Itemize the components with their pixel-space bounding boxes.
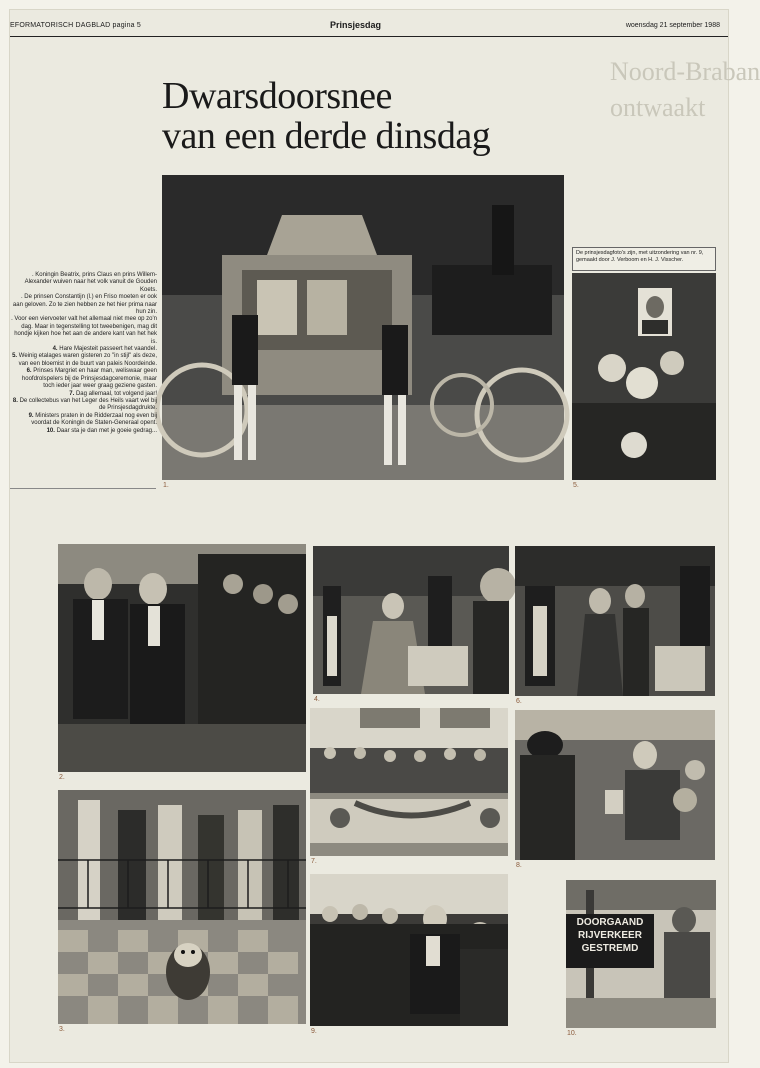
photo-number-4: 4. (314, 696, 320, 703)
photo-captions (10, 272, 157, 435)
sign-line-3: GESTREMD (581, 943, 639, 954)
caption-1: . Koningin Beatrix, prins Claus en prins Willem-Alexander wuiven naar het volk vanuit de Gouden Koets. (24, 272, 157, 293)
photo-florist-window (572, 273, 716, 480)
paper-name: EFORMATORISCH DAGBLAD pagina 5 (10, 22, 142, 29)
headline-line-2: van een derde dinsdag (162, 115, 491, 157)
bleed-line-2: ontwaakt (610, 93, 706, 122)
photo-number-8: 8. (516, 862, 522, 869)
issue-date: woensdag 21 september 1988 (625, 22, 720, 29)
headline-line-1: Dwarsdoorsnee (162, 75, 392, 117)
caption-6: 6. Prinses Margriet en haar man, weliswaar geen hoofdrolspelers bij de Prinsjesdagceremonie, maar toch ieder jaar weer graag geziene gasten. (21, 368, 157, 390)
photo-number-2: 2. (59, 774, 65, 781)
photo-ministers (310, 874, 508, 1026)
caption-5: 5. Weinig etalages waren gisteren zo "in stijl" als deze, van een bloemist in de buurt van paleis Noordeinde. (12, 353, 157, 367)
caption-4: 4. Hare Majesteit passeert het vaandel. (52, 346, 157, 353)
bleed-through-text (610, 40, 760, 150)
photo-number-3: 3. (59, 1026, 65, 1033)
caption-9: 9. Ministers praten in de Ridderzaal nog even bij voordat de Koningin de Staten-Generaal opent. (28, 412, 157, 427)
photo-number-6: 6. (516, 698, 522, 705)
photo-number-5: 5. (573, 482, 579, 489)
road-sign (568, 916, 652, 955)
headline (162, 76, 562, 156)
caption-8: 8. De collectebus van het Leger des Heils vaart wel bij de Prinsjesdagdrukte. (12, 397, 157, 412)
caption-7: 7. Dag allemaal, tot volgend jaar! (69, 390, 157, 397)
sign-line-2: RIJVERKEER (578, 930, 642, 941)
photo-credit: De prinsjesdagfoto's zijn, met uitzondering van nr. 9, gemaakt door J. Verboom en H. J. Visscher. (572, 247, 716, 271)
photo-number-9: 9. (311, 1028, 317, 1035)
photo-princes (58, 544, 306, 772)
caption-rule (10, 488, 156, 489)
section-title: Prinsjesdag (330, 20, 382, 30)
photo-number-1: 1. (163, 482, 169, 489)
caption-2: . De prinsen Constantijn (l.) en Friso moeten er ook aan geloven. Zo te zien hebben ze het hier prima naar hun zin. (12, 294, 157, 316)
photo-number-10: 10. (567, 1030, 577, 1037)
page-header (10, 10, 728, 37)
photo-princess-margriet (515, 546, 715, 696)
bleed-line-1: Noord-Braban (610, 57, 760, 86)
caption-3: . Voor een viervoeter valt het allemaal niet mee op zo'n dag. Maar in tegenstelling tot tweebenigen, mag dit hondje kijken hoe het aan de andere kant van het hek is. (11, 316, 157, 345)
photo-balcony (310, 708, 508, 856)
photo-queen-banner (313, 546, 509, 694)
newspaper-page (10, 10, 760, 1062)
photo-dog-fence (58, 790, 306, 1024)
caption-10: 10. Daar sta je dan met je goeie gedrag... (46, 427, 157, 434)
sign-line-1: DOORGAAND (576, 917, 644, 928)
photo-road-closed (566, 880, 716, 1028)
photo-number-7: 7. (311, 858, 317, 865)
photo-collection-box (515, 710, 715, 860)
photo-golden-coach (162, 175, 564, 480)
